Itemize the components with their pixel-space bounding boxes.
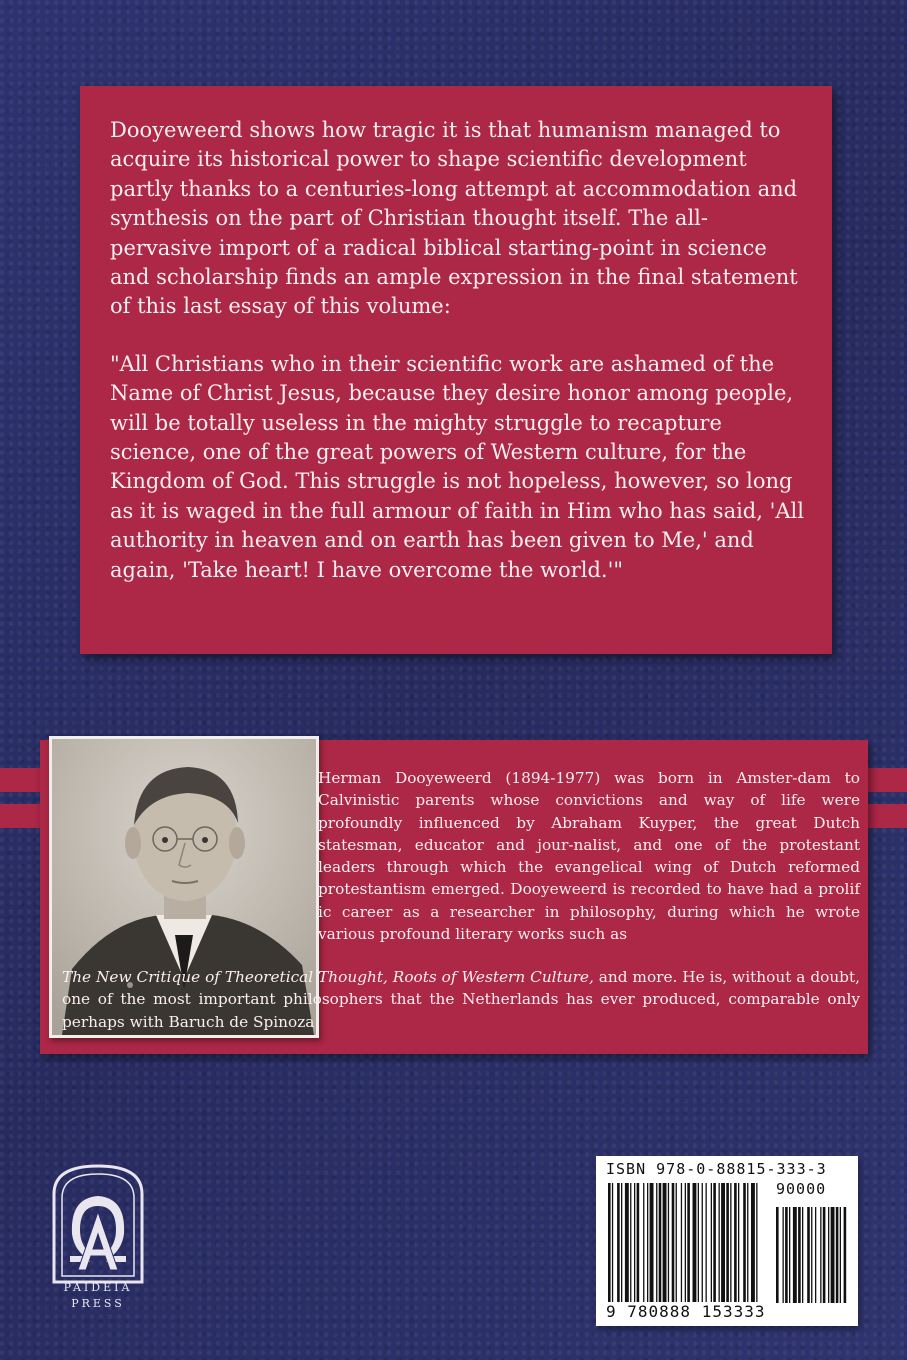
bio-text-beside-photo: Herman Dooyeweerd (1894-1977) was born in Amster-dam to Calvinistic parents whose convictions and way of life were profoundly influenced by Abraham Kuyper, the great Dutch statesman, educator and jour-nalist, and one of the protestant leaders through which the evangelical wing of Dutch reformed protestantism emerged. Dooyeweerd is recorded to have had a prolif ic career as a researcher in philosophy, during which he wrote various profound literary works such as: [318, 769, 860, 944]
barcode-bars: [608, 1183, 848, 1307]
ean-number: 9 780888 153333: [606, 1302, 766, 1321]
isbn-number: ISBN 978-0-88815-333-3: [606, 1160, 827, 1178]
quote-panel: [80, 86, 832, 654]
barcode-panel: [596, 1156, 858, 1326]
quote-paragraph: "All Christians who in their scientific work are ashamed of the Name of Christ Jesus, because they desire honor among people, will be totally useless in the mighty struggle to recapture science, one of the great powers of Western culture, for the Kingdom of God. This struggle is not hopeless, however, so long as it is waged in the full armour of faith in Him who has said, 'All authority in heaven and on earth has been given to Me,' and again, 'Take heart! I have overcome the world.'": [110, 351, 804, 582]
price-code: 90000: [776, 1180, 827, 1198]
bio-text-ending: and more. He is, without a doubt, one of the most important philosophers that the Netherlands has ever produced, comparable only perhaps with Baruch de Spinoza.: [62, 968, 860, 1031]
works-titles: The New Critique of Theoretical Thought, Roots of Western Culture,: [62, 968, 594, 986]
publisher-name: PAIDEIA PRESS: [63, 1281, 133, 1310]
bio-text-continued: [62, 966, 860, 1033]
intro-paragraph: Dooyeweerd shows how tragic it is that humanism managed to acquire its historical power to shape scientific development partly thanks to a centuries-long attempt at accommodation and synthesis on the part of Christian thought itself. The all-pervasive import of a radical biblical starting-point in science and scholarship finds an ample expression in the final statement of this last essay of this volume:: [110, 118, 798, 319]
